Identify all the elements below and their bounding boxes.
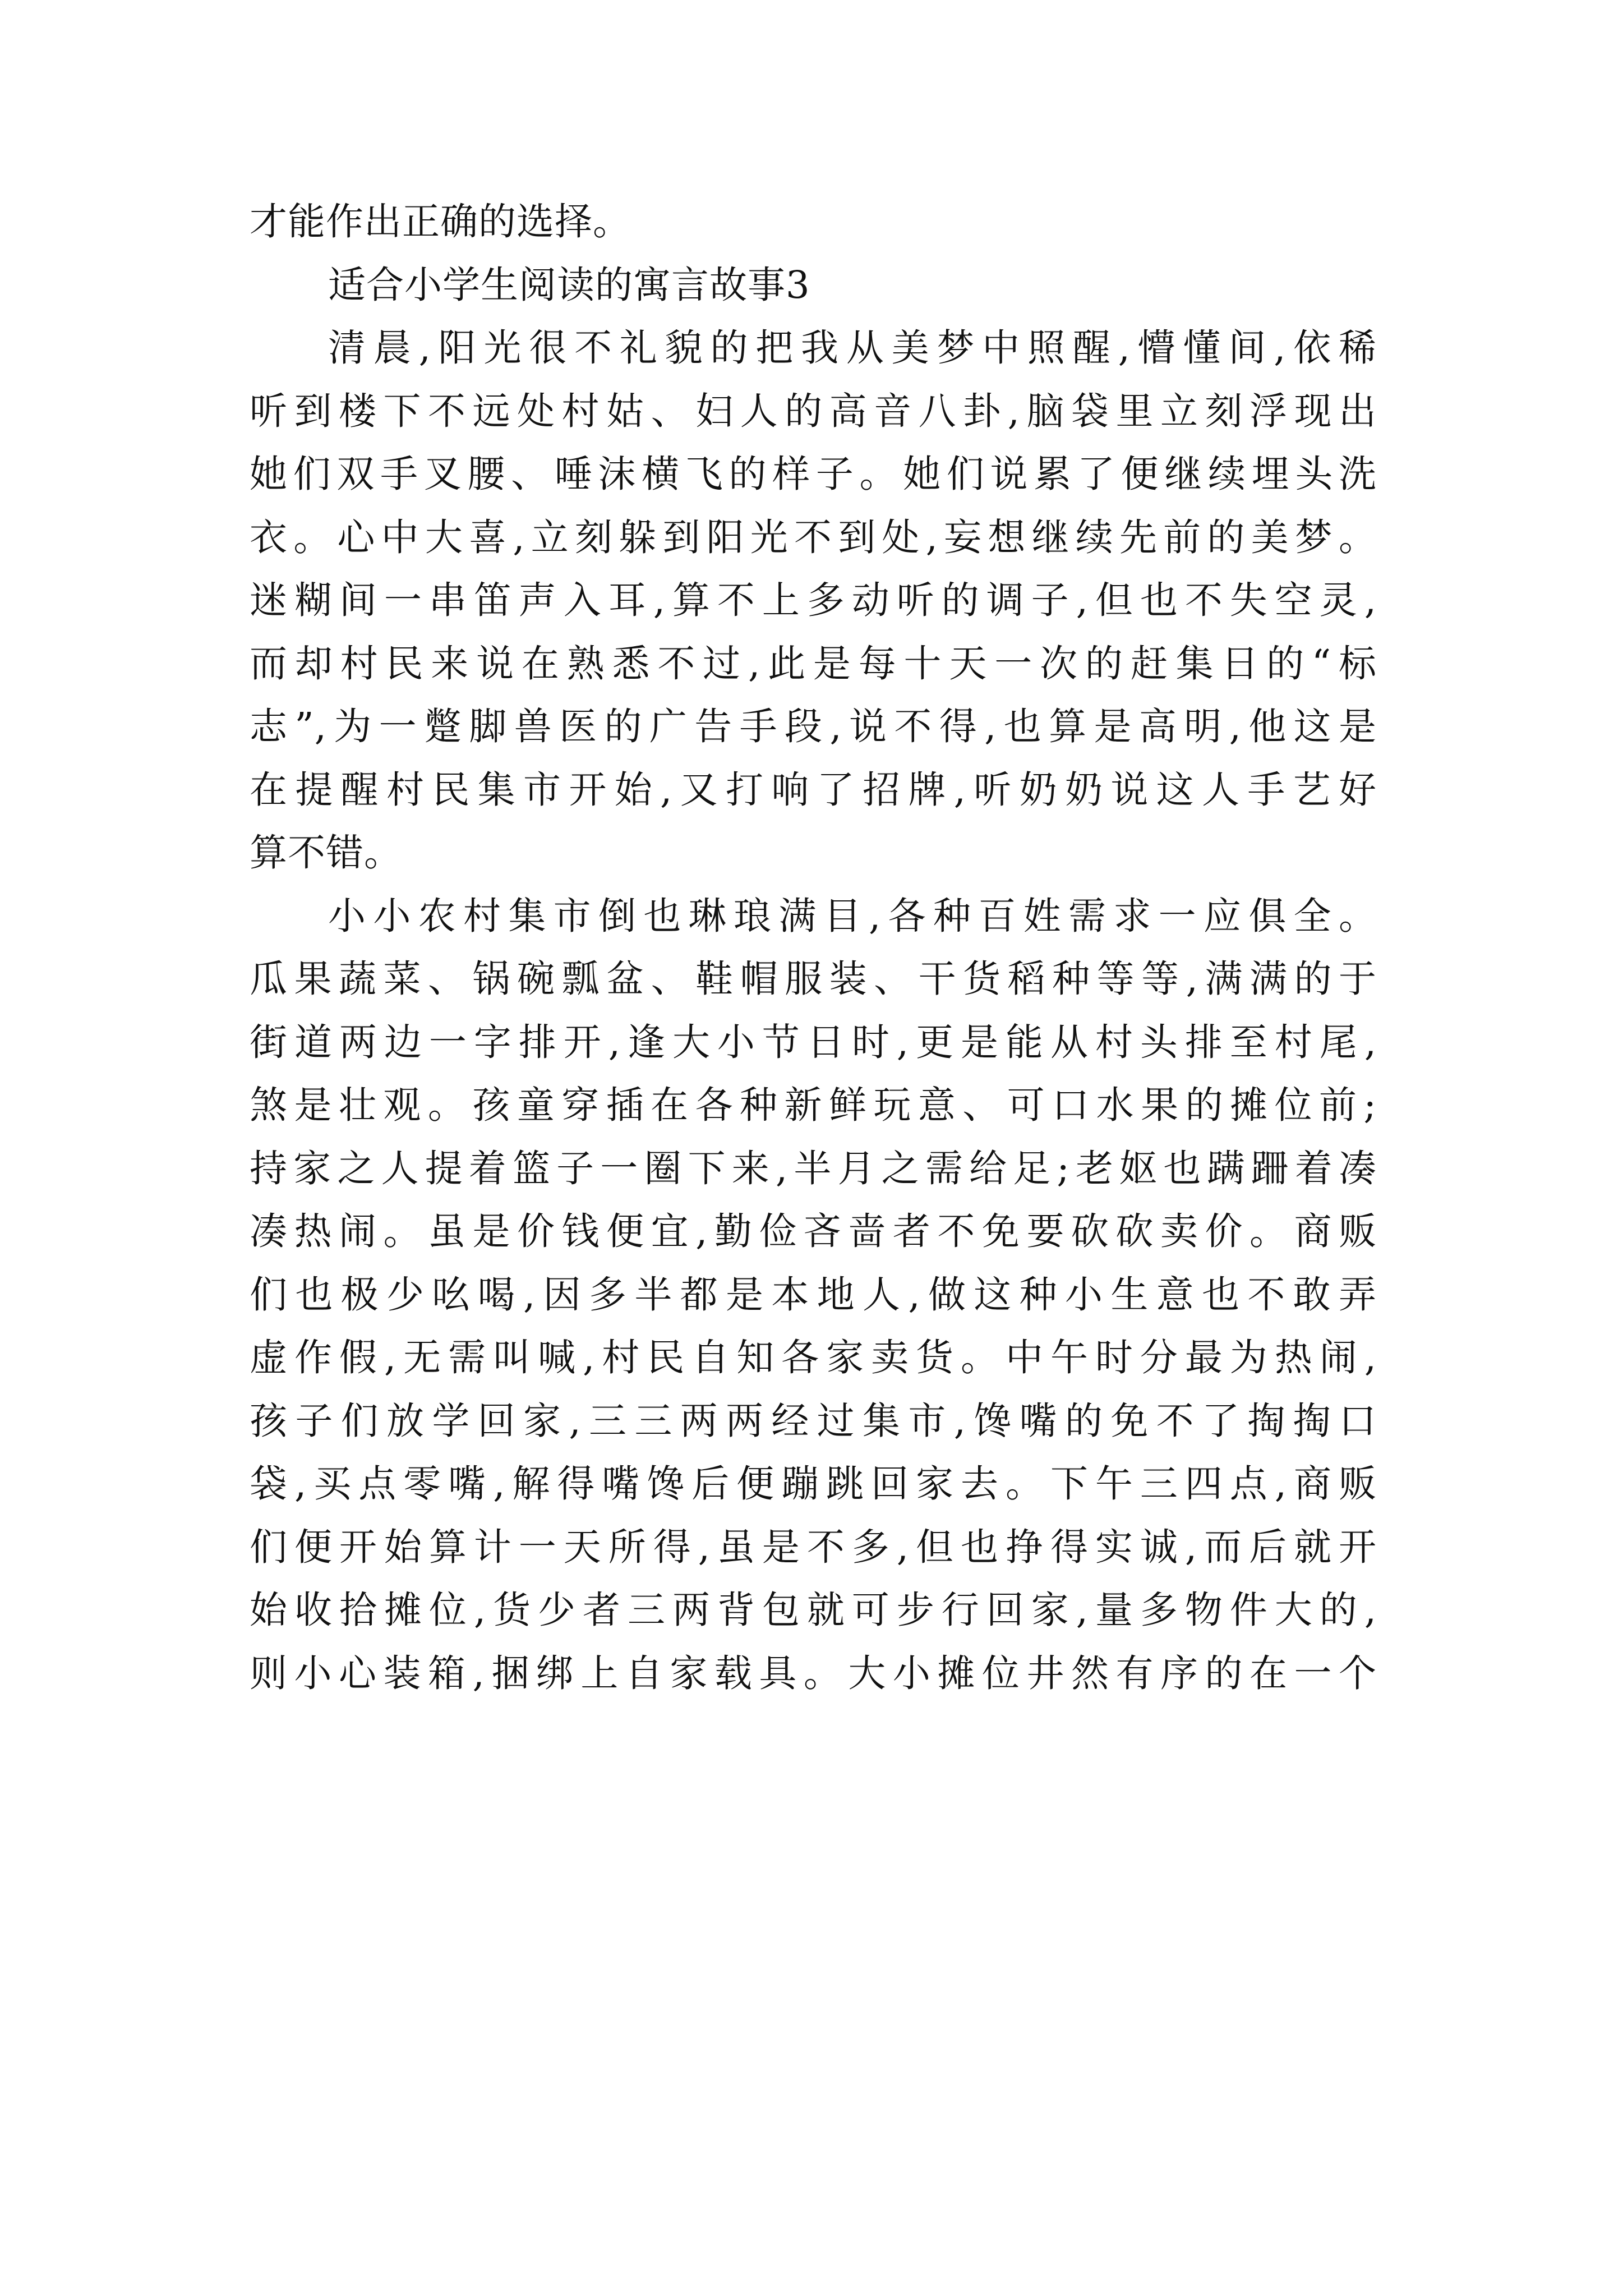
text-line: 则小心装箱,捆绑上自家载具。大小摊位井然有序的在一个 — [250, 1651, 1377, 1695]
text-line: 们便开始算计一天所得,虽是不多,但也挣得实诚,而后就开 — [250, 1525, 1377, 1569]
text-line: 在提醒村民集市开始,又打响了招牌,听奶奶说这人手艺好 — [250, 767, 1377, 812]
section-heading: 适合小学生阅读的寓言故事3 — [328, 263, 810, 307]
text-line: 听到楼下不远处村姑、妇人的高音八卦,脑袋里立刻浮现出 — [250, 389, 1377, 433]
text-line: 始收拾摊位,货少者三两背包就可步行回家,量多物件大的, — [250, 1588, 1377, 1632]
text-line: 而却村民来说在熟悉不过,此是每十天一次的赶集日的“标 — [250, 641, 1377, 685]
text-line: 街道两边一字排开,逢大小节日时,更是能从村头排至村尾, — [250, 1020, 1377, 1064]
text-line: 清晨,阳光很不礼貌的把我从美梦中照醒,懵懂间,依稀 — [328, 326, 1377, 370]
text-line: 煞是壮观。孩童穿插在各种新鲜玩意、可口水果的摊位前; — [250, 1083, 1377, 1127]
text-line: 才能作出正确的选择。 — [250, 200, 631, 243]
text-line: 算不错。 — [250, 831, 402, 875]
text-line: 持家之人提着篮子一圈下来,半月之需给足;老妪也蹒跚着凑 — [250, 1146, 1377, 1190]
text-line: 小小农村集市倒也琳琅满目,各种百姓需求一应俱全。 — [328, 894, 1377, 938]
text-line: 们也极少吆喝,因多半都是本地人,做这种小生意也不敢弄 — [250, 1272, 1377, 1317]
document-body — [250, 196, 1377, 1711]
text-line: 志”,为一蹩脚兽医的广告手段,说不得,也算是高明,他这是 — [250, 705, 1377, 748]
text-line: 瓜果蔬菜、锅碗瓢盆、鞋帽服装、干货稻种等等,满满的于 — [250, 957, 1377, 1001]
text-line: 虚作假,无需叫喊,村民自知各家卖货。中午时分最为热闹, — [250, 1336, 1377, 1379]
text-line: 凑热闹。虽是价钱便宜,勤俭吝啬者不免要砍砍卖价。商贩 — [250, 1209, 1377, 1253]
text-line: 衣。心中大喜,立刻躲到阳光不到处,妄想继续先前的美梦。 — [250, 515, 1377, 559]
text-line: 迷糊间一串笛声入耳,算不上多动听的调子,但也不失空灵, — [250, 578, 1377, 622]
text-line: 她们双手叉腰、唾沫横飞的样子。她们说累了便继续埋头洗 — [250, 452, 1377, 496]
text-line: 袋,买点零嘴,解得嘴馋后便蹦跳回家去。下午三四点,商贩 — [250, 1462, 1377, 1506]
text-line: 孩子们放学回家,三三两两经过集市,馋嘴的免不了掏掏口 — [250, 1398, 1377, 1443]
